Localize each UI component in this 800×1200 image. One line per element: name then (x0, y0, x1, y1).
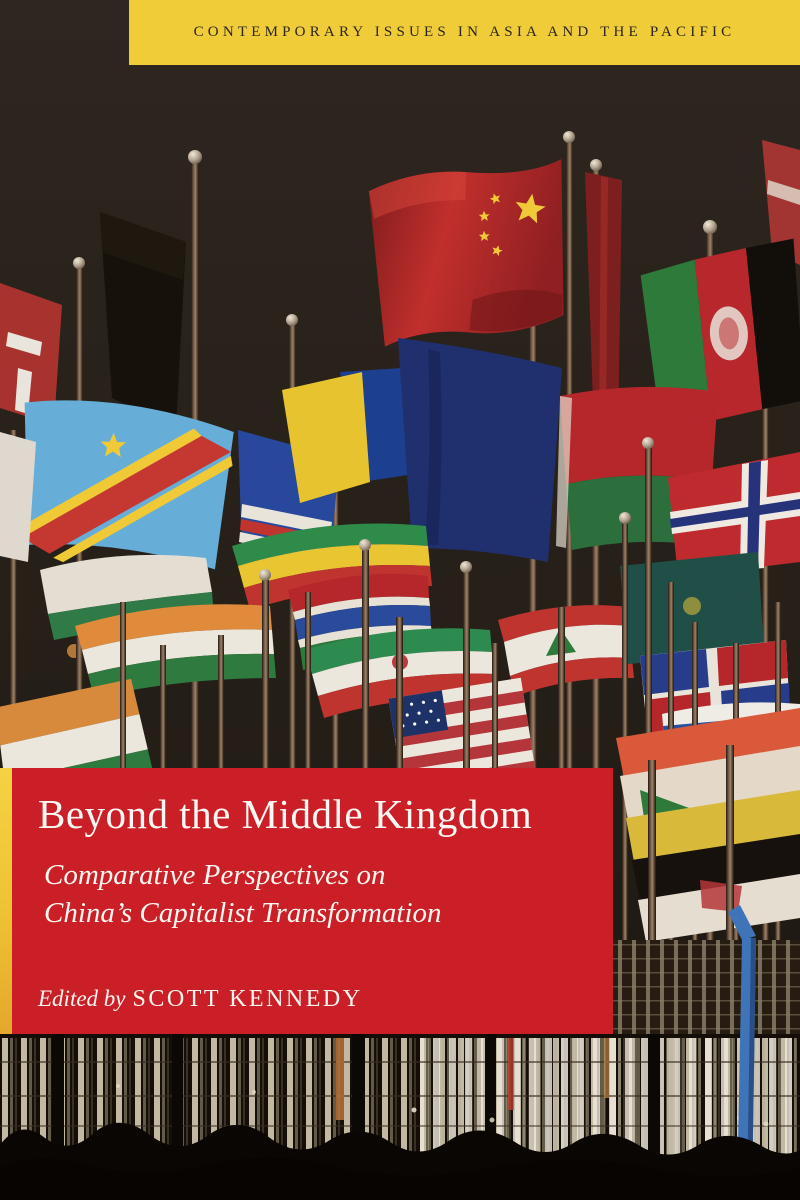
flag-dr-congo-icon (13, 398, 235, 569)
editor-line (38, 986, 363, 1013)
book-title: Beyond the Middle Kingdom (38, 791, 533, 837)
series-banner (129, 0, 800, 65)
title-panel (12, 768, 613, 1034)
subtitle-line-2: China’s Capitalist Transformation (44, 897, 442, 929)
flag-dark-icon (100, 212, 186, 428)
series-title: CONTEMPORARY ISSUES IN ASIA AND THE PACIFIC (193, 24, 736, 40)
editor-prefix: Edited by (38, 986, 126, 1011)
subtitle-line-1: Comparative Perspectives on (44, 859, 386, 891)
book-subtitle (44, 856, 442, 932)
flag-china-icon (368, 159, 571, 347)
accent-strip (0, 768, 12, 1034)
editor-name: SCOTT KENNEDY (132, 986, 363, 1012)
